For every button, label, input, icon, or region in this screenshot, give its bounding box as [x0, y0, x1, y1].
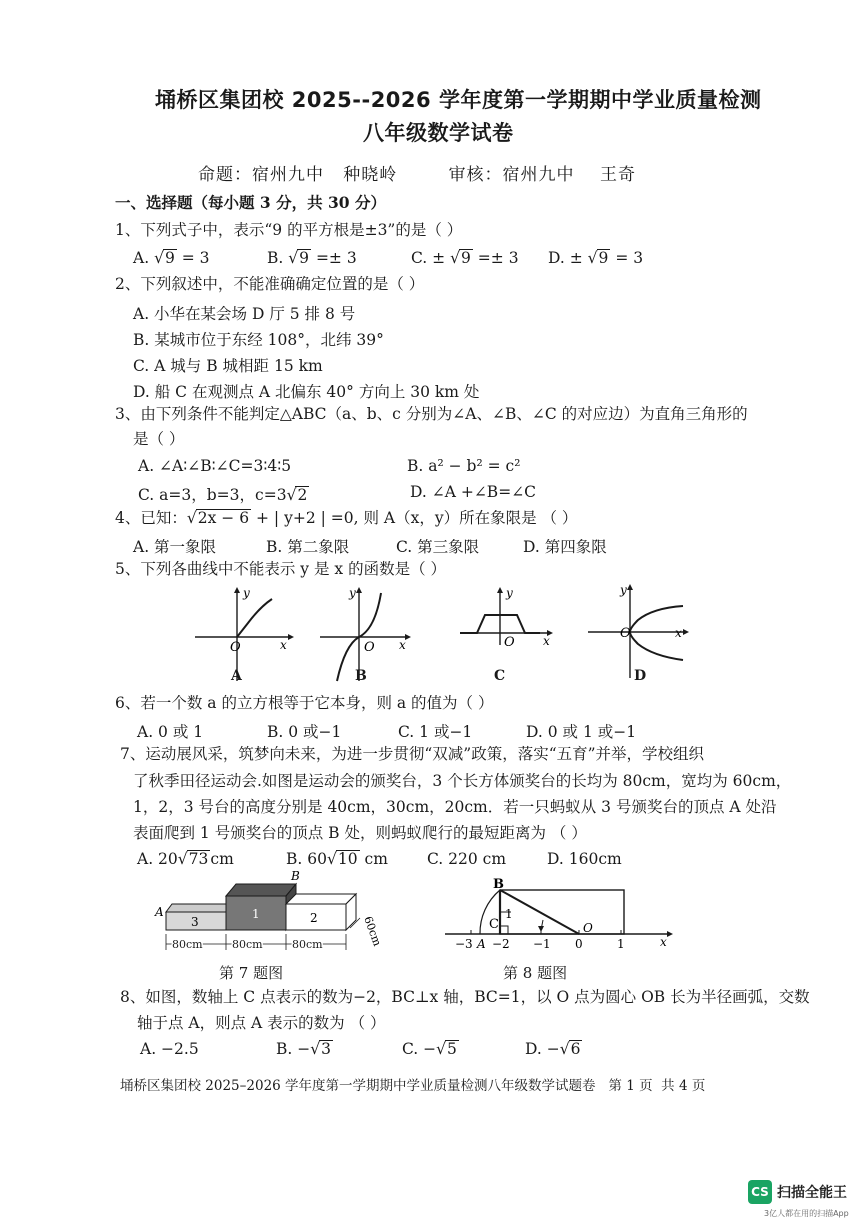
svg-text:O: O	[364, 640, 375, 655]
exam-authors: 命题：宿州九中 种晓岭 审核：宿州九中 王奇	[198, 165, 637, 185]
question-4-option-b: B. 第二象限	[266, 538, 350, 556]
svg-text:60cm: 60cm	[361, 914, 384, 948]
svg-text:1: 1	[252, 907, 260, 921]
question-5-stem: 5、下列各曲线中不能表示 y 是 x 的函数是（ ）	[115, 560, 446, 578]
question-6-option-d: D. 0 或 1 或−1	[526, 723, 637, 741]
svg-text:x: x	[660, 935, 667, 949]
question-1-option-b: B. √9 =± 3	[267, 249, 357, 267]
svg-text:B: B	[291, 869, 300, 883]
question-3-stem-cont: 是（ ）	[133, 430, 185, 448]
question-7-line-1: 7、运动展风采，筑梦向未来，为进一步贯彻“双减”政策，落实“五育”并举，学校组织	[120, 745, 705, 763]
question-4-option-c: C. 第三象限	[396, 538, 480, 556]
graph-d	[583, 582, 698, 682]
svg-text:B: B	[493, 877, 504, 892]
question-1-option-d: D. ± √9 = 3	[548, 249, 644, 267]
question-4-option-d: D. 第四象限	[523, 538, 607, 556]
svg-text:x: x	[543, 634, 550, 648]
question-7-option-c: C. 220 cm	[427, 850, 507, 868]
scanner-logo-icon: CS	[748, 1180, 772, 1204]
question-1-option-c: C. ± √9 =± 3	[411, 249, 519, 267]
question-7-option-a: A. 20√73 cm	[137, 850, 234, 868]
svg-text:−3: −3	[455, 937, 473, 951]
question-2-option-a: A. 小华在某会场 D 厅 5 排 8 号	[133, 305, 356, 323]
svg-text:O: O	[620, 626, 631, 641]
graph-a-label: A	[231, 668, 242, 684]
svg-text:1: 1	[505, 907, 513, 921]
question-6-option-a: A. 0 或 1	[137, 723, 204, 741]
question-4-stem: 4、已知：√2x − 6 + | y+2 | =0, 则 A（x，y）所在象限是 （ ）	[115, 509, 578, 527]
svg-text:−1: −1	[533, 937, 551, 951]
question-8-line-2: 轴于点 A，则点 A 表示的数为 （ ）	[137, 1014, 386, 1032]
graph-d-label: D	[634, 668, 647, 684]
section-heading: 一、选择题（每小题 3 分，共 30 分）	[115, 193, 386, 212]
graph-b	[315, 585, 425, 685]
svg-text:C: C	[489, 917, 499, 932]
question-3-option-c: C. a=3，b=3，c=3√2	[138, 486, 308, 504]
svg-text:y: y	[620, 583, 627, 597]
exam-title-line2: 八年级数学试卷	[363, 121, 514, 145]
svg-text:O: O	[504, 635, 515, 650]
question-2-option-c: C. A 城与 B 城相距 15 km	[133, 357, 323, 375]
graph-c	[455, 585, 565, 685]
question-8-option-c: C. −√5	[402, 1040, 457, 1058]
exam-title-line1: 埇桥区集团校 2025--2026 学年度第一学期期中学业质量检测	[155, 88, 762, 112]
svg-text:1: 1	[617, 937, 625, 951]
figure-7-caption: 第 7 题图	[219, 964, 284, 982]
scanner-tagline: 3亿人都在用的扫描App	[764, 1209, 849, 1218]
svg-text:A: A	[155, 905, 164, 919]
scanner-watermark	[748, 1180, 847, 1204]
question-7-line-3: 1，2，3 号台的高度分别是 40cm，30cm，20cm．若一只蚂蚁从 3 号颁奖台的顶点 A 处沿	[133, 798, 777, 816]
question-1-option-a: A. √9 = 3	[133, 249, 210, 267]
figure-8-caption: 第 8 题图	[503, 964, 568, 982]
figure-8-number-line	[445, 876, 675, 960]
svg-text:x: x	[675, 626, 682, 640]
question-2-option-b: B. 某城市位于东经 108°，北纬 39°	[133, 331, 384, 349]
question-3-option-a: A. ∠A∶∠B∶∠C=3∶4∶5	[138, 457, 292, 475]
question-6-option-c: C. 1 或−1	[398, 723, 473, 741]
question-8-option-b: B. −√3	[276, 1040, 331, 1058]
question-1-stem: 1、下列式子中，表示“9 的平方根是±3”的是（ ）	[115, 221, 463, 239]
svg-text:3: 3	[191, 915, 199, 929]
svg-text:O: O	[583, 921, 593, 935]
question-3-option-d: D. ∠A +∠B=∠C	[410, 483, 537, 501]
svg-text:x: x	[280, 638, 287, 652]
svg-text:80cm: 80cm	[172, 938, 203, 951]
svg-text:A: A	[477, 937, 486, 951]
question-7-line-2: 了秋季田径运动会.如图是运动会的颁奖台，3 个长方体颁奖台的长均为 80cm，宽均为 60cm，	[133, 772, 792, 790]
question-6-stem: 6、若一个数 a 的立方根等于它本身，则 a 的值为（ ）	[115, 694, 494, 712]
svg-text:80cm: 80cm	[232, 938, 263, 951]
question-3-option-b: B. a² − b² = c²	[407, 457, 521, 475]
svg-text:y: y	[349, 586, 356, 600]
graph-a	[190, 585, 300, 685]
scanner-app-name: 扫描全能王	[777, 1185, 847, 1201]
question-8-option-d: D. −√6	[525, 1040, 581, 1058]
svg-text:x: x	[399, 638, 406, 652]
question-4-option-a: A. 第一象限	[133, 538, 217, 556]
svg-text:0: 0	[575, 937, 583, 951]
question-8-option-a: A. −2.5	[140, 1040, 199, 1058]
question-7-option-d: D. 160cm	[547, 850, 622, 868]
svg-text:2: 2	[310, 911, 318, 925]
question-2-stem: 2、下列叙述中，不能准确确定位置的是（ ）	[115, 275, 425, 293]
graph-c-label: C	[494, 668, 506, 684]
question-7-option-b: B. 60√10 cm	[286, 850, 388, 868]
svg-text:y: y	[506, 586, 513, 600]
svg-text:y: y	[243, 586, 250, 600]
question-6-option-b: B. 0 或−1	[267, 723, 342, 741]
question-8-line-1: 8、如图，数轴上 C 点表示的数为−2，BC⊥x 轴，BC=1，以 O 点为圆心 OB 长为半径画弧，交数	[120, 988, 810, 1006]
svg-text:80cm: 80cm	[292, 938, 323, 951]
figure-7-podium	[150, 866, 385, 965]
page-footer: 埇桥区集团校 2025–2026 学年度第一学期期中学业质量检测八年级数学试题卷 第 1 页 共 4 页	[120, 1078, 706, 1094]
question-2-option-d: D. 船 C 在观测点 A 北偏东 40° 方向上 30 km 处	[133, 383, 480, 401]
question-3-stem: 3、由下列条件不能判定△ABC（a、b、c 分别为∠A、∠B、∠C 的对应边）为直角三角形的	[115, 405, 748, 423]
svg-text:O: O	[230, 640, 241, 655]
svg-text:−2: −2	[492, 937, 510, 951]
question-7-line-4: 表面爬到 1 号颁奖台的顶点 B 处，则蚂蚁爬行的最短距离为 （ ）	[133, 824, 587, 842]
graph-b-label: B	[355, 668, 367, 684]
